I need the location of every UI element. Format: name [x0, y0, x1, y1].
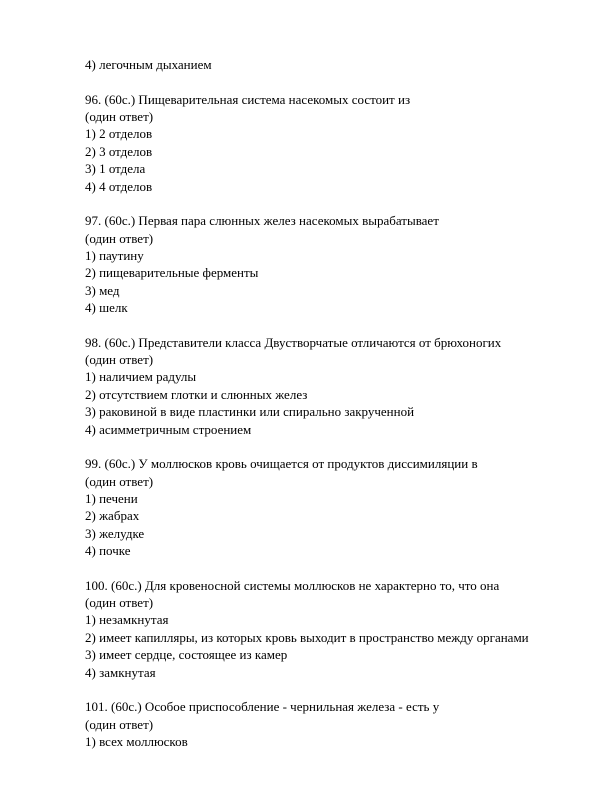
answer-option: 4) асимметричным строением	[85, 421, 252, 437]
question-101	[85, 698, 585, 750]
question-title: 100. (60с.) Для кровеносной системы моллюсков не характерно то, что она	[85, 577, 500, 593]
answer-option: 3) имеет сердце, состоящее из камер	[85, 647, 288, 663]
answer-option: 1) печени	[85, 490, 138, 506]
answer-option: 1) паутину	[85, 247, 144, 263]
question-98	[85, 334, 585, 438]
answer-option: 3) желудке	[85, 525, 145, 541]
answer-option: 1) наличием радулы	[85, 369, 197, 385]
answer-option: 4) 4 отделов	[85, 178, 153, 194]
answer-option: 1) 2 отделов	[85, 126, 153, 142]
answer-option: 2) жабрах	[85, 508, 140, 524]
question-96	[85, 91, 585, 195]
question-title: 98. (60с.) Представители класса Двустворчатые отличаются от брюхоногих	[85, 334, 502, 350]
question-100	[85, 577, 585, 681]
answer-type-note: (один ответ)	[85, 108, 154, 124]
spacer	[85, 73, 585, 90]
document-page	[85, 56, 585, 750]
question-title: 97. (60с.) Первая пара слюнных желез насекомых вырабатывает	[85, 213, 439, 229]
answer-option: 2) 3 отделов	[85, 143, 153, 159]
answer-option: 1) незамкнутая	[85, 612, 169, 628]
answer-type-note: (один ответ)	[85, 473, 154, 489]
answer-type-note: (один ответ)	[85, 352, 154, 368]
answer-option: 2) пищеварительные ферменты	[85, 265, 259, 281]
spacer	[85, 195, 585, 212]
question-title: 96. (60с.) Пищеварительная система насекомых состоит из	[85, 91, 411, 107]
answer-option: 3) мед	[85, 282, 120, 298]
spacer	[85, 438, 585, 455]
spacer	[85, 316, 585, 333]
answer-option: 4) замкнутая	[85, 664, 156, 680]
answer-option: 1) всех моллюсков	[85, 734, 188, 750]
carryover-option: 4) легочным дыханием	[85, 57, 212, 72]
answer-option: 3) 1 отдела	[85, 161, 146, 177]
answer-type-note: (один ответ)	[85, 716, 154, 732]
spacer	[85, 681, 585, 698]
question-97	[85, 212, 585, 316]
question-title: 101. (60с.) Особое приспособление - чернильная железа - есть у	[85, 699, 440, 715]
answer-option: 3) раковиной в виде пластинки или спирально закрученной	[85, 404, 415, 420]
answer-option: 2) имеет капилляры, из которых кровь выходит в пространство между органами	[85, 629, 529, 645]
answer-option: 4) почке	[85, 543, 131, 559]
spacer	[85, 560, 585, 577]
answer-type-note: (один ответ)	[85, 595, 154, 611]
question-title: 99. (60с.) У моллюсков кровь очищается от продуктов диссимиляции в	[85, 456, 478, 472]
answer-option: 2) отсутствием глотки и слюнных желез	[85, 386, 308, 402]
answer-option: 4) шелк	[85, 300, 128, 316]
answer-type-note: (один ответ)	[85, 230, 154, 246]
question-99	[85, 455, 585, 559]
